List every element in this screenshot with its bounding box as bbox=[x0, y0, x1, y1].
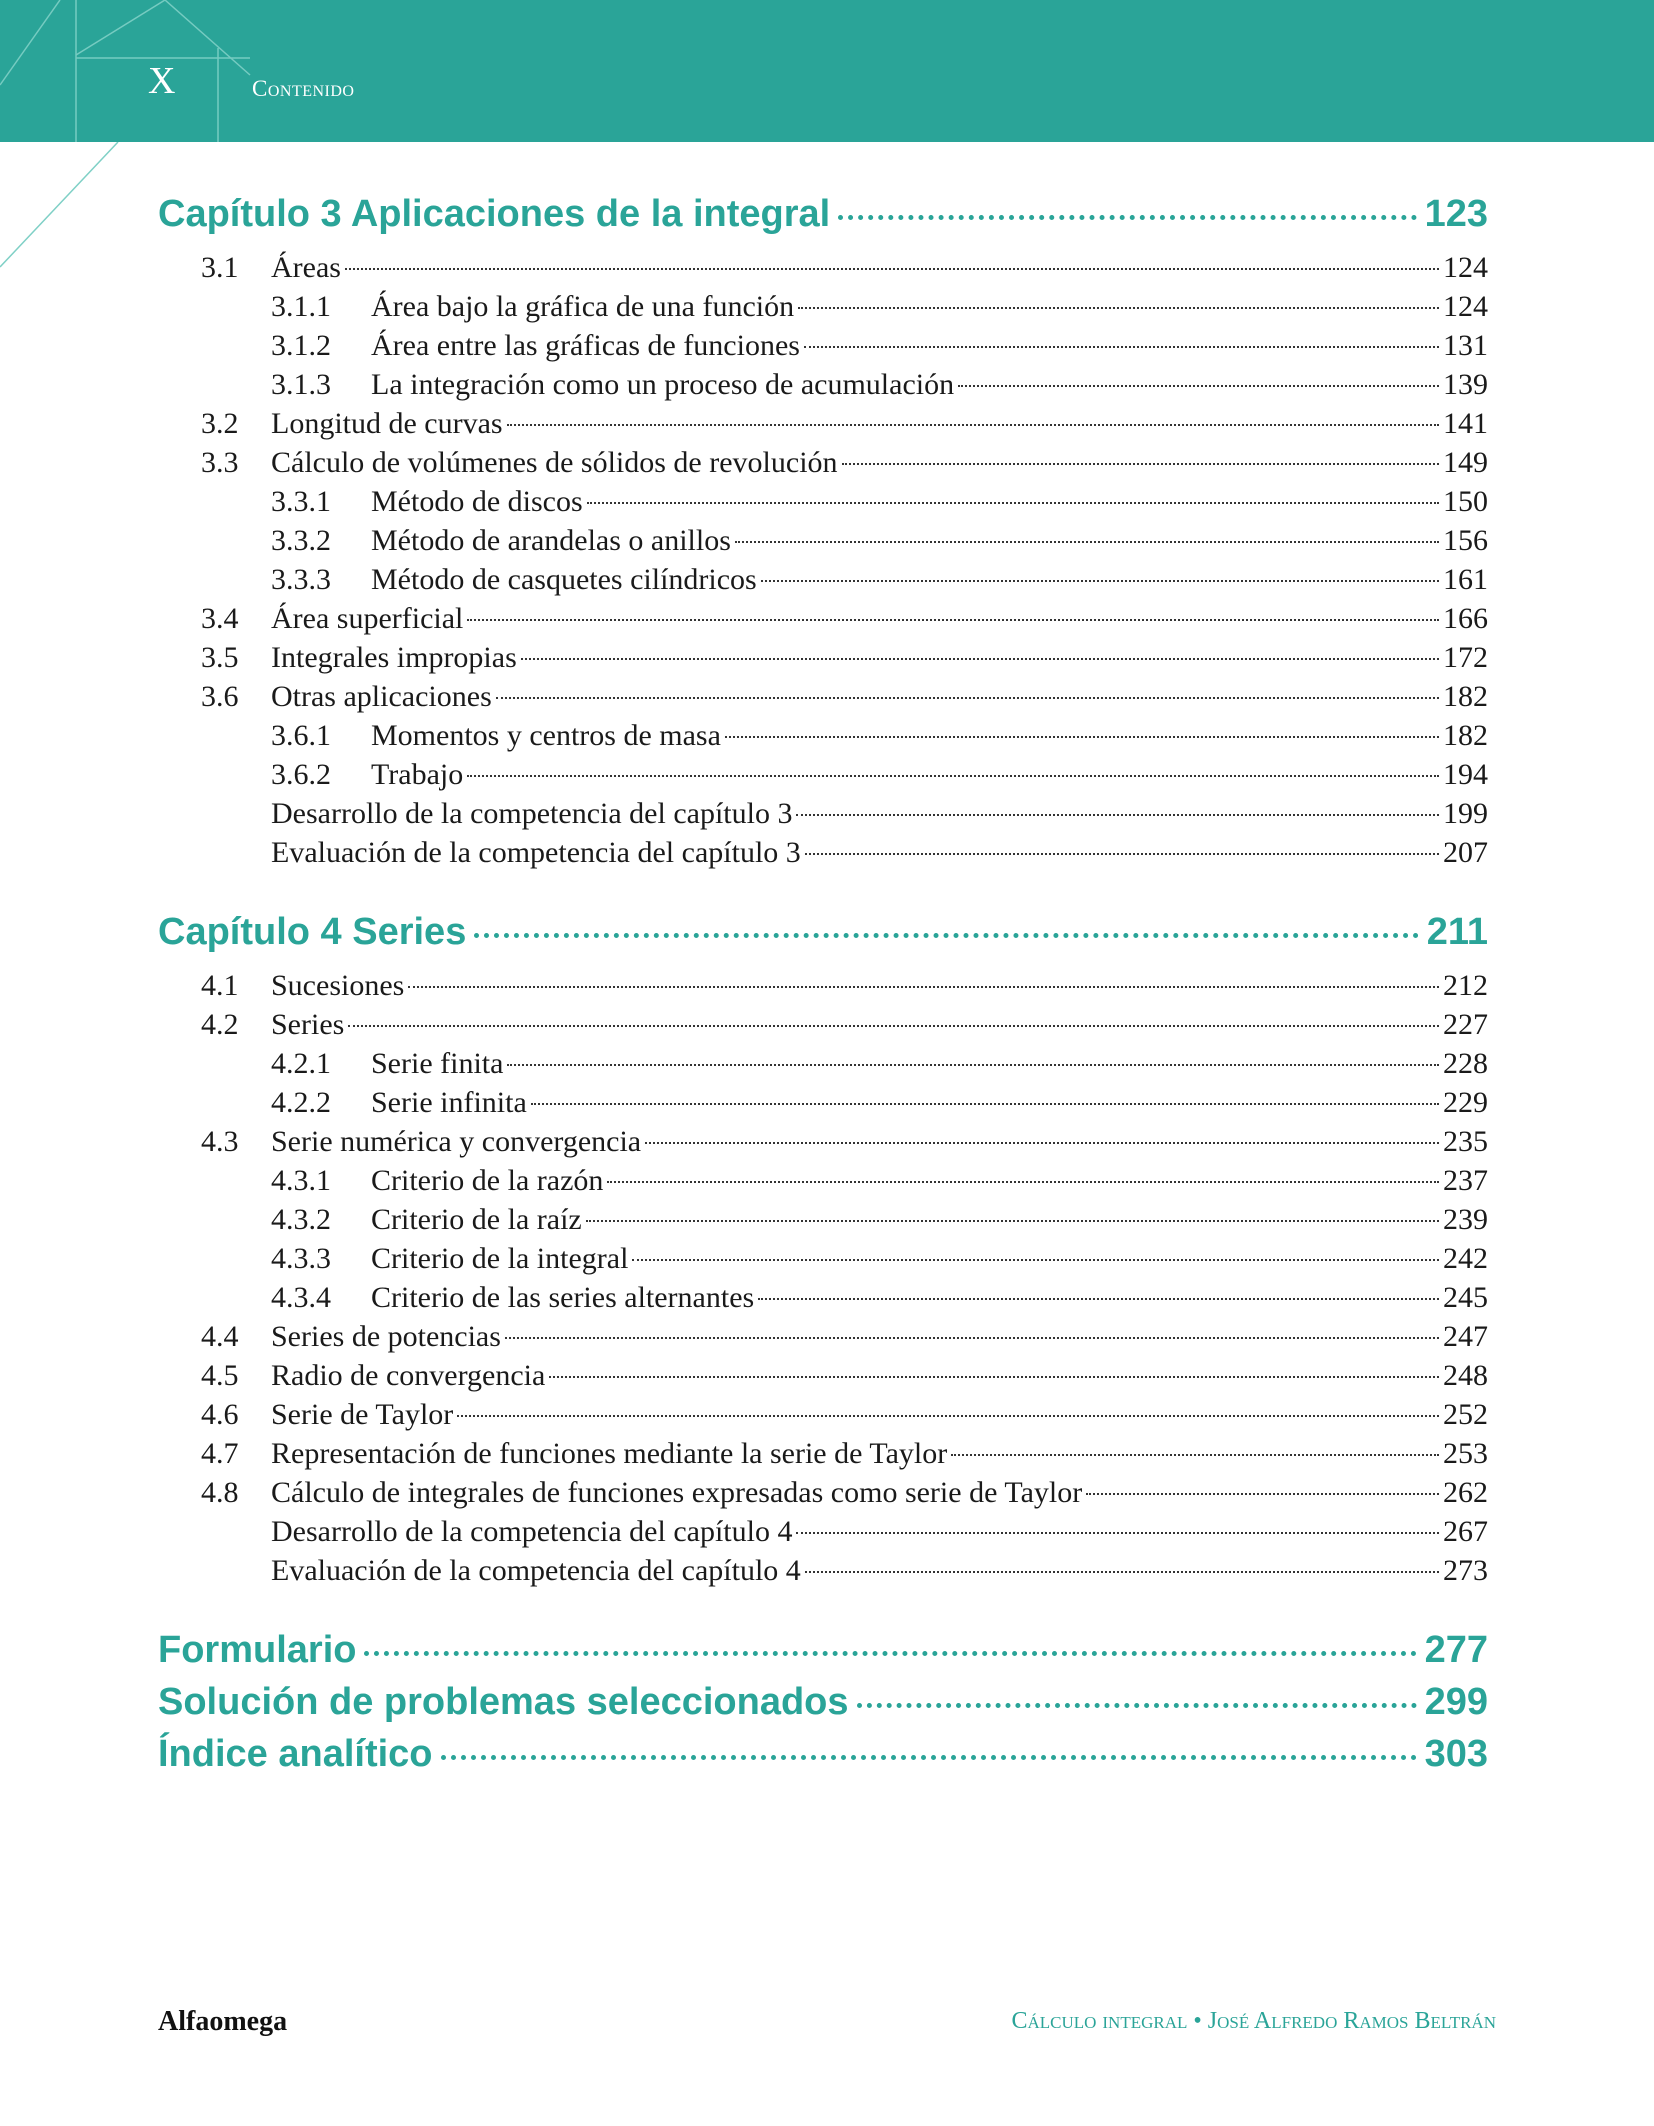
toc-entry-row bbox=[158, 248, 1488, 287]
page-reference: 207 bbox=[1443, 836, 1488, 869]
section-title: Área bajo la gráfica de una función bbox=[371, 290, 795, 323]
page-reference: 227 bbox=[1443, 1008, 1488, 1041]
page-reference: 228 bbox=[1443, 1047, 1488, 1080]
geometric-lines-decoration bbox=[0, 0, 420, 142]
page-reference: 247 bbox=[1443, 1320, 1488, 1353]
dot-leader bbox=[441, 1755, 1417, 1760]
dot-leader bbox=[348, 1025, 1439, 1027]
chapter-title: Solución de problemas seleccionados bbox=[158, 1681, 849, 1723]
toc-chapter-row bbox=[158, 188, 1488, 240]
page-reference: 182 bbox=[1443, 680, 1488, 713]
section-number: 4.3.1 bbox=[271, 1164, 331, 1197]
section-title: Trabajo bbox=[371, 758, 464, 791]
section-number: 3.3.3 bbox=[271, 563, 331, 596]
toc-entry-row bbox=[158, 1551, 1488, 1590]
page-reference: 194 bbox=[1443, 758, 1488, 791]
toc-entry-row bbox=[158, 638, 1488, 677]
page-reference: 182 bbox=[1443, 719, 1488, 752]
section-number: 4.3 bbox=[201, 1125, 239, 1158]
section-number: 4.6 bbox=[201, 1398, 239, 1431]
section-number: 3.3 bbox=[201, 446, 239, 479]
section-title: Longitud de curvas bbox=[271, 407, 503, 440]
dot-leader bbox=[531, 1103, 1439, 1105]
section-title: Integrales impropias bbox=[271, 641, 517, 674]
toc-entry-row bbox=[158, 365, 1488, 404]
section-title: Evaluación de la competencia del capítulo 3 bbox=[271, 836, 801, 869]
section-title: Serie de Taylor bbox=[271, 1398, 454, 1431]
toc-entry-row bbox=[158, 287, 1488, 326]
section-title: Criterio de la integral bbox=[371, 1242, 629, 1275]
section-number: 4.3.2 bbox=[271, 1203, 331, 1236]
section-number: 3.1.1 bbox=[271, 290, 331, 323]
page-reference: 253 bbox=[1443, 1437, 1488, 1470]
section-title: Desarrollo de la competencia del capítulo 3 bbox=[271, 797, 793, 830]
dot-leader bbox=[586, 1220, 1439, 1222]
section-title: Cálculo de integrales de funciones expresadas como serie de Taylor bbox=[271, 1476, 1083, 1509]
page-reference: 242 bbox=[1443, 1242, 1488, 1275]
section-title: Áreas bbox=[271, 251, 341, 284]
page-reference: 212 bbox=[1443, 969, 1488, 1002]
page-reference: 277 bbox=[1424, 1629, 1488, 1671]
dot-leader bbox=[408, 986, 1439, 988]
section-number: 4.7 bbox=[201, 1437, 239, 1470]
dot-leader bbox=[505, 1337, 1439, 1339]
toc-entry-row bbox=[158, 1278, 1488, 1317]
page-reference: 156 bbox=[1443, 524, 1488, 557]
section-title: La integración como un proceso de acumulación bbox=[371, 368, 955, 401]
dot-leader bbox=[838, 215, 1416, 220]
section-title: Área entre las gráficas de funciones bbox=[371, 329, 800, 362]
toc-entry-row bbox=[158, 404, 1488, 443]
dot-leader bbox=[607, 1181, 1439, 1183]
page-reference: 239 bbox=[1443, 1203, 1488, 1236]
section-title: Sucesiones bbox=[271, 969, 405, 1002]
dot-leader bbox=[549, 1376, 1439, 1378]
dot-leader bbox=[587, 502, 1439, 504]
dot-leader bbox=[507, 424, 1439, 426]
dot-leader bbox=[345, 268, 1439, 270]
section-number: 4.2 bbox=[201, 1008, 239, 1041]
toc-entry-row bbox=[158, 560, 1488, 599]
toc-entry-row bbox=[158, 1239, 1488, 1278]
section-number: 3.6.2 bbox=[271, 758, 331, 791]
dot-leader bbox=[474, 933, 1418, 938]
section-title: Cálculo de volúmenes de sólidos de revolución bbox=[271, 446, 838, 479]
section-number: 4.2.1 bbox=[271, 1047, 331, 1080]
dot-leader bbox=[798, 307, 1439, 309]
dot-leader bbox=[632, 1259, 1439, 1261]
section-number: 3.5 bbox=[201, 641, 239, 674]
toc-entry-row bbox=[158, 1005, 1488, 1044]
dot-leader bbox=[735, 541, 1439, 543]
section-title: Otras aplicaciones bbox=[271, 680, 492, 713]
page-reference: 124 bbox=[1443, 251, 1488, 284]
section-title: Serie infinita bbox=[371, 1086, 527, 1119]
toc-entry-row bbox=[158, 482, 1488, 521]
dot-leader bbox=[1086, 1493, 1439, 1495]
page-reference: 124 bbox=[1443, 290, 1488, 323]
section-title: Representación de funciones mediante la serie de Taylor bbox=[271, 1437, 948, 1470]
dot-leader bbox=[467, 619, 1439, 621]
section-number: 4.3.4 bbox=[271, 1281, 331, 1314]
page-reference: 229 bbox=[1443, 1086, 1488, 1119]
toc-entry-row bbox=[158, 755, 1488, 794]
toc-entry-row bbox=[158, 1434, 1488, 1473]
toc-entry-row bbox=[158, 443, 1488, 482]
page-reference: 172 bbox=[1443, 641, 1488, 674]
section-title: Método de discos bbox=[371, 485, 583, 518]
section-number: 3.1 bbox=[201, 251, 239, 284]
running-head: Contenido bbox=[252, 76, 355, 101]
section-title: Área superficial bbox=[271, 602, 464, 635]
dot-leader bbox=[645, 1142, 1439, 1144]
page-reference: 141 bbox=[1443, 407, 1488, 440]
toc-entry-row bbox=[158, 1083, 1488, 1122]
page-reference: 273 bbox=[1443, 1554, 1488, 1587]
page-reference: 149 bbox=[1443, 446, 1488, 479]
toc-entry-row bbox=[158, 1473, 1488, 1512]
page-reference: 248 bbox=[1443, 1359, 1488, 1392]
toc-entry-row bbox=[158, 1161, 1488, 1200]
section-number: 3.2 bbox=[201, 407, 239, 440]
section-number: 3.1.3 bbox=[271, 368, 331, 401]
dot-leader bbox=[805, 853, 1439, 855]
section-number: 4.1 bbox=[201, 969, 239, 1002]
page-reference: 161 bbox=[1443, 563, 1488, 596]
page-number: X bbox=[148, 60, 176, 102]
toc-entry-row bbox=[158, 833, 1488, 872]
book-credit: Cálculo integral • José Alfredo Ramos Beltrán bbox=[1011, 2008, 1496, 2034]
page-reference: 131 bbox=[1443, 329, 1488, 362]
chapter-title: Capítulo 4 Series bbox=[158, 911, 467, 953]
dot-leader bbox=[958, 385, 1439, 387]
section-title: Serie finita bbox=[371, 1047, 504, 1080]
section-number: 3.3.1 bbox=[271, 485, 331, 518]
section-number: 4.8 bbox=[201, 1476, 239, 1509]
section-number: 4.4 bbox=[201, 1320, 239, 1353]
dot-leader bbox=[521, 658, 1439, 660]
page-reference: 211 bbox=[1426, 911, 1488, 953]
toc-entry-row bbox=[158, 1356, 1488, 1395]
dot-leader bbox=[725, 736, 1439, 738]
dot-leader bbox=[842, 463, 1439, 465]
page-header bbox=[0, 0, 1654, 142]
toc-entry-row bbox=[158, 1122, 1488, 1161]
diagonal-line-decoration bbox=[0, 142, 120, 282]
section-title: Series bbox=[271, 1008, 345, 1041]
toc-entry-row bbox=[158, 1317, 1488, 1356]
toc-entry-row bbox=[158, 966, 1488, 1005]
toc-entry-row bbox=[158, 599, 1488, 638]
dot-leader bbox=[507, 1064, 1439, 1066]
dot-leader bbox=[804, 346, 1439, 348]
page-reference: 123 bbox=[1424, 193, 1488, 235]
page-reference: 245 bbox=[1443, 1281, 1488, 1314]
chapter-title: Capítulo 3 Aplicaciones de la integral bbox=[158, 193, 831, 235]
section-title: Desarrollo de la competencia del capítulo 4 bbox=[271, 1515, 793, 1548]
section-title: Serie numérica y convergencia bbox=[271, 1125, 642, 1158]
toc-entry-row bbox=[158, 1395, 1488, 1434]
toc-entry-row bbox=[158, 716, 1488, 755]
toc-entry-row bbox=[158, 1512, 1488, 1551]
table-of-contents bbox=[158, 188, 1488, 1780]
section-title: Momentos y centros de masa bbox=[371, 719, 721, 752]
toc-chapter-row bbox=[158, 1676, 1488, 1728]
page-reference: 262 bbox=[1443, 1476, 1488, 1509]
section-title: Criterio de la razón bbox=[371, 1164, 604, 1197]
dot-leader bbox=[796, 1532, 1439, 1534]
section-number: 3.1.2 bbox=[271, 329, 331, 362]
toc-entry-row bbox=[158, 326, 1488, 365]
section-number: 3.3.2 bbox=[271, 524, 331, 557]
toc-chapter-row bbox=[158, 1728, 1488, 1780]
section-title: Radio de convergencia bbox=[271, 1359, 546, 1392]
chapter-title: Formulario bbox=[158, 1629, 357, 1671]
toc-entry-row bbox=[158, 1044, 1488, 1083]
dot-leader bbox=[758, 1298, 1439, 1300]
section-number: 4.2.2 bbox=[271, 1086, 331, 1119]
section-title: Evaluación de la competencia del capítulo 4 bbox=[271, 1554, 801, 1587]
page-reference: 166 bbox=[1443, 602, 1488, 635]
dot-leader bbox=[805, 1571, 1439, 1573]
page-reference: 199 bbox=[1443, 797, 1488, 830]
publisher-name: Alfaomega bbox=[158, 2006, 288, 2037]
toc-entry-row bbox=[158, 1200, 1488, 1239]
section-title: Método de casquetes cilíndricos bbox=[371, 563, 757, 596]
section-number: 4.5 bbox=[201, 1359, 239, 1392]
section-title: Método de arandelas o anillos bbox=[371, 524, 731, 557]
toc-entry-row bbox=[158, 794, 1488, 833]
toc-entry-row bbox=[158, 521, 1488, 560]
page-reference: 252 bbox=[1443, 1398, 1488, 1431]
section-title: Criterio de la raíz bbox=[371, 1203, 582, 1236]
page-reference: 267 bbox=[1443, 1515, 1488, 1548]
dot-leader bbox=[457, 1415, 1439, 1417]
dot-leader bbox=[364, 1651, 1416, 1656]
dot-leader bbox=[857, 1703, 1417, 1708]
chapter-title: Índice analítico bbox=[158, 1733, 433, 1775]
section-number: 3.6 bbox=[201, 680, 239, 713]
dot-leader bbox=[467, 775, 1439, 777]
page-reference: 235 bbox=[1443, 1125, 1488, 1158]
dot-leader bbox=[761, 580, 1439, 582]
dot-leader bbox=[796, 814, 1439, 816]
section-number: 3.6.1 bbox=[271, 719, 331, 752]
page-reference: 299 bbox=[1424, 1681, 1488, 1723]
dot-leader bbox=[951, 1454, 1439, 1456]
page-reference: 303 bbox=[1424, 1733, 1488, 1775]
toc-chapter-row bbox=[158, 906, 1488, 958]
toc-chapter-row bbox=[158, 1624, 1488, 1676]
section-title: Series de potencias bbox=[271, 1320, 501, 1353]
page-reference: 150 bbox=[1443, 485, 1488, 518]
page-reference: 237 bbox=[1443, 1164, 1488, 1197]
section-title: Criterio de las series alternantes bbox=[371, 1281, 755, 1314]
section-number: 4.3.3 bbox=[271, 1242, 331, 1275]
page-reference: 139 bbox=[1443, 368, 1488, 401]
section-number: 3.4 bbox=[201, 602, 239, 635]
dot-leader bbox=[496, 697, 1439, 699]
toc-entry-row bbox=[158, 677, 1488, 716]
